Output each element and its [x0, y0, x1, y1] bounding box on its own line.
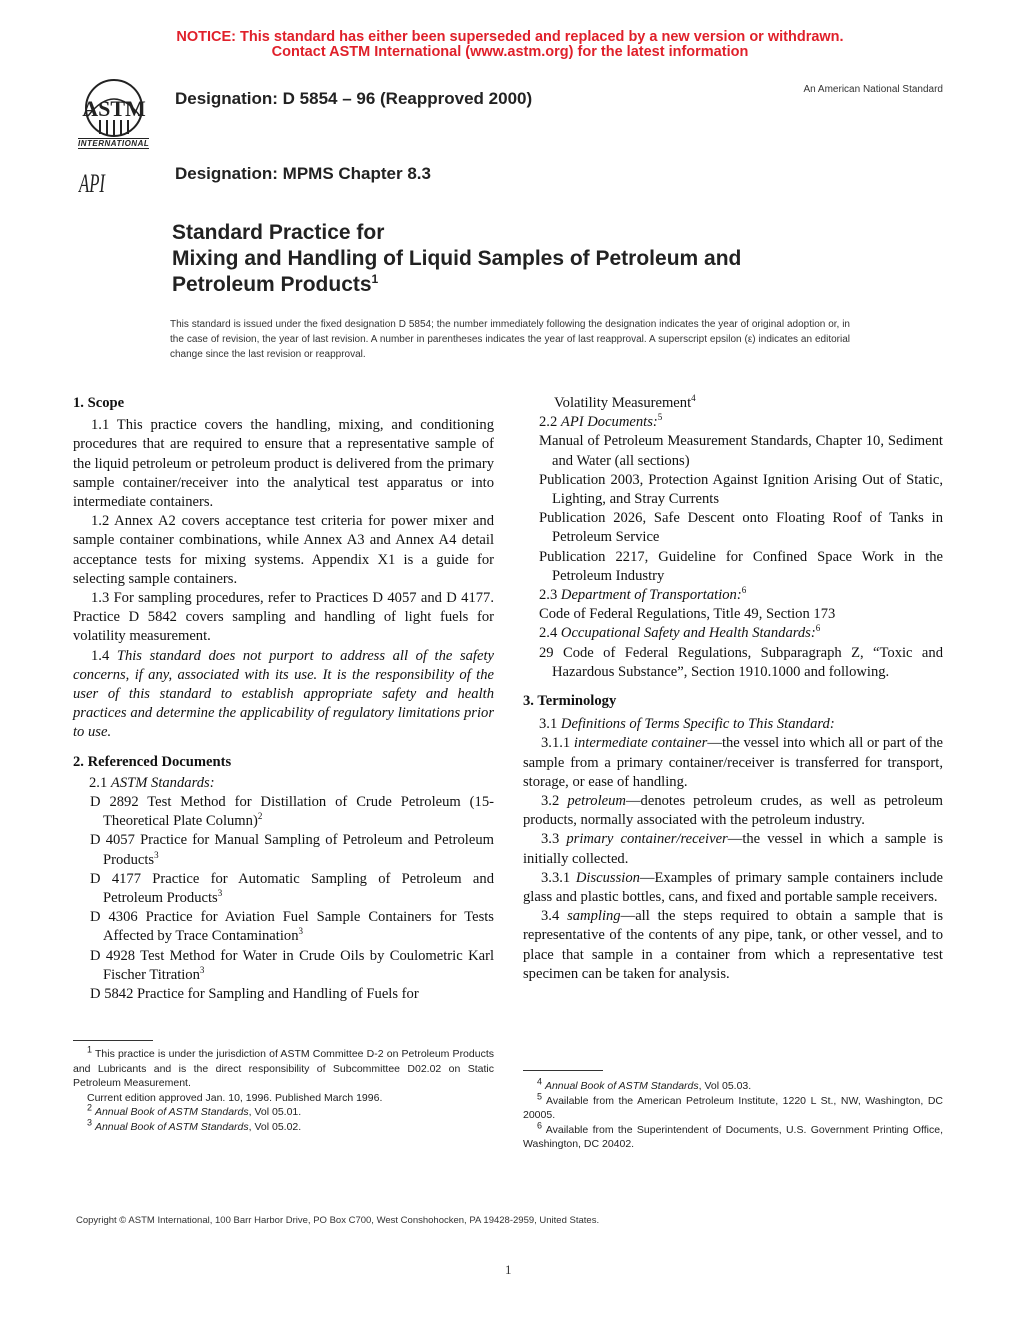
- section-2-2: 2.2 API Documents:$^5$: [539, 412, 663, 431]
- api-logo: [76, 162, 110, 200]
- term-petroleum: 3.2 petroleum—denotes petroleum crudes, as well as petroleum products, normally associated with the petroleum industry.: [523, 793, 943, 829]
- api-reference-item: Publication 2003, Protection Against Ignition Arising Out of Static, Lighting, and Stray Currents: [539, 471, 943, 508]
- footnote-rule-right: [523, 1070, 603, 1071]
- astm-logo-text: ASTM: [82, 96, 146, 121]
- footnote-rule-left: [73, 1040, 153, 1041]
- left-footnotes: [73, 1044, 494, 1134]
- referenced-documents-heading: 2. Referenced Documents: [73, 753, 232, 770]
- section-2-1: 2.1 ASTM Standards:: [89, 774, 215, 791]
- terminology-heading: 3. Terminology: [523, 693, 617, 710]
- api-reference-item: Manual of Petroleum Measurement Standards, Chapter 10, Sediment and Water (all sections): [539, 433, 943, 469]
- scope-heading: 1. Scope: [73, 395, 125, 411]
- astm-reference-item: D 5842 Practice for Sampling and Handling of Fuels for: [90, 986, 419, 1003]
- withdrawal-notice-line2: Contact ASTM International (www.astm.org) for the latest information: [271, 44, 749, 60]
- term-sampling: 3.4 sampling—all the steps required to obtain a sample that is representative of the contents of any pipe, tank, or other vessel, and to place that sample in a container from which a representative test specimen can be taken for analysis.: [523, 908, 943, 982]
- designation: Designation: D 5854 – 96 (Reapproved 2000): [175, 89, 533, 108]
- api-logo-mark: [76, 162, 110, 200]
- section-1-2: 1.2 Annex A2 covers acceptance test criteria for power mixer and sample container combinations, while Annex A3 and Annex A4 detail acceptance tests for mixing systems. Appendix X1 is a guide for selecting sample containers.: [73, 513, 494, 587]
- term-intermediate-container: 3.1.1 intermediate container—the vessel into which all or part of the sample from a primary container/receiver is transferred for transport, storage, or ease of handling.: [523, 735, 944, 790]
- section-3-1: 3.1 Definitions of Terms Specific to This Standard:: [539, 716, 835, 733]
- mpms-designation: Designation: MPMS Chapter 8.3: [175, 164, 431, 183]
- footnote-6: $^6$ Available from the Superintendent of Documents, U.S. Government Printing Office, Washington, DC 20402.: [523, 1120, 943, 1150]
- section-1-1: 1.1 This practice covers the handling, mixing, and conditioning procedures that are required to ensure that a representative sample of the liquid petroleum or petroleum product is delivered from the primary sample container/receiver into the analytical test apparatus or into intermediate containers.: [73, 417, 494, 511]
- right-column: [523, 394, 943, 984]
- title-line-1: Standard Practice for: [172, 221, 385, 244]
- astm-reference-item: D 4928 Test Method for Water in Crude Oils by Coulometric Karl Fischer Titration$^3$: [90, 947, 494, 983]
- footnote-1-edition: Current edition approved Jan. 10, 1996. Published March 1996.: [87, 1091, 383, 1104]
- term-discussion: 3.3.1 Discussion—Examples of primary sample containers include glass and plastic bottles, cans, and fixed and portable sample receivers.: [523, 869, 943, 906]
- osha-reference: 29 Code of Federal Regulations, Subparagraph Z, “Toxic and Hazardous Substance”, Section 1910.1000 and following.: [539, 644, 943, 680]
- document-title: [172, 220, 892, 298]
- section-1-4: 1.4 This standard does not purport to address all of the safety concerns, if any, associated with its use. It is the responsibility of the user of this standard to establish appropriate safety and health practices and determine the applicability of regulatory limitations prior to use.: [73, 647, 494, 741]
- footnote-5: $^5$ Available from the American Petroleum Institute, 1220 L St., NW, Washington, DC 20005.: [523, 1091, 943, 1121]
- section-1-3: 1.3 For sampling procedures, refer to Practices D 4057 and D 4177. Practice D 5842 covers sampling and handling of light fuels for volatility measurement.: [73, 590, 494, 645]
- api-reference-list: [523, 432, 943, 586]
- withdrawal-notice-line1: NOTICE: This standard has either been superseded and replaced by a new version or withdrawn.: [176, 29, 844, 45]
- footnote-4: $^4$ Annual Book of ASTM Standards, Vol 05.03.: [537, 1076, 752, 1092]
- astm-reference-item: D 4306 Practice for Aviation Fuel Sample Containers for Tests Affected by Trace Contamination$^3$: [90, 909, 494, 945]
- american-national-standard: An American National Standard: [803, 84, 943, 95]
- title-footnote-ref: 1: [371, 272, 379, 286]
- section-2-4: 2.4 Occupational Safety and Health Standards:$^6$: [539, 623, 821, 642]
- footnote-2: $^2$ Annual Book of ASTM Standards, Vol 05.01.: [87, 1102, 302, 1118]
- left-column: [73, 394, 494, 1004]
- astm-logo-subtitle: INTERNATIONAL: [78, 139, 150, 148]
- dot-reference: Code of Federal Regulations, Title 49, Section 173: [539, 606, 836, 623]
- api-reference-item: Publication 2217, Guideline for Confined Space Work in the Petroleum Industry: [539, 548, 943, 584]
- title-line-3: Petroleum Products: [172, 273, 372, 296]
- page-number: 1: [505, 1262, 512, 1277]
- astm-reference-item: D 4177 Practice for Automatic Sampling of Petroleum and Petroleum Products$^3$: [90, 870, 494, 907]
- astm-reference-item: D 2892 Test Method for Distillation of Crude Petroleum (15-Theoretical Plate Column)$^2$: [90, 794, 494, 830]
- term-primary-container: 3.3 primary container/receiver—the vessel in which a sample is initially collected.: [523, 831, 943, 867]
- astm-reference-item: D 4057 Practice for Manual Sampling of Petroleum and Petroleum Products$^3$: [90, 832, 494, 868]
- section-2-3: 2.3 Department of Transportation:$^6$: [539, 585, 747, 604]
- copyright-notice: Copyright © ASTM International, 100 Barr Harbor Drive, PO Box C700, West Conshohocken, PA 19428-2959, United States.: [76, 1215, 600, 1226]
- astm-reference-list: [73, 793, 494, 1004]
- designation-intro-note: This standard is issued under the fixed designation D 5854; the number immediately following the designation indicates the year of original adoption or, in the case of revision, the year of last revision. A number in parentheses indicates the year of last reapproval. A superscript epsilon (ε) indicates an editorial change since the last revision or reapproval.: [170, 319, 850, 360]
- right-footnotes: [523, 1076, 943, 1152]
- api-reference-item: Publication 2026, Safe Descent onto Floating Roof of Tanks in Petroleum Service: [539, 510, 943, 546]
- api-logo-text: API: [77, 169, 106, 198]
- title-line-2: Mixing and Handling of Liquid Samples of Petroleum and: [172, 247, 742, 270]
- footnote-1: $^1$ This practice is under the jurisdiction of ASTM Committee D-2 on Petroleum Products and Lubricants and is the direct responsibility of Subcommittee D02.02 on Static Petroleum Measurement.: [73, 1044, 494, 1089]
- footnote-3: $^3$ Annual Book of ASTM Standards, Vol 05.02.: [87, 1117, 302, 1133]
- reference-continuation: Volatility Measurement$^4$: [554, 393, 696, 411]
